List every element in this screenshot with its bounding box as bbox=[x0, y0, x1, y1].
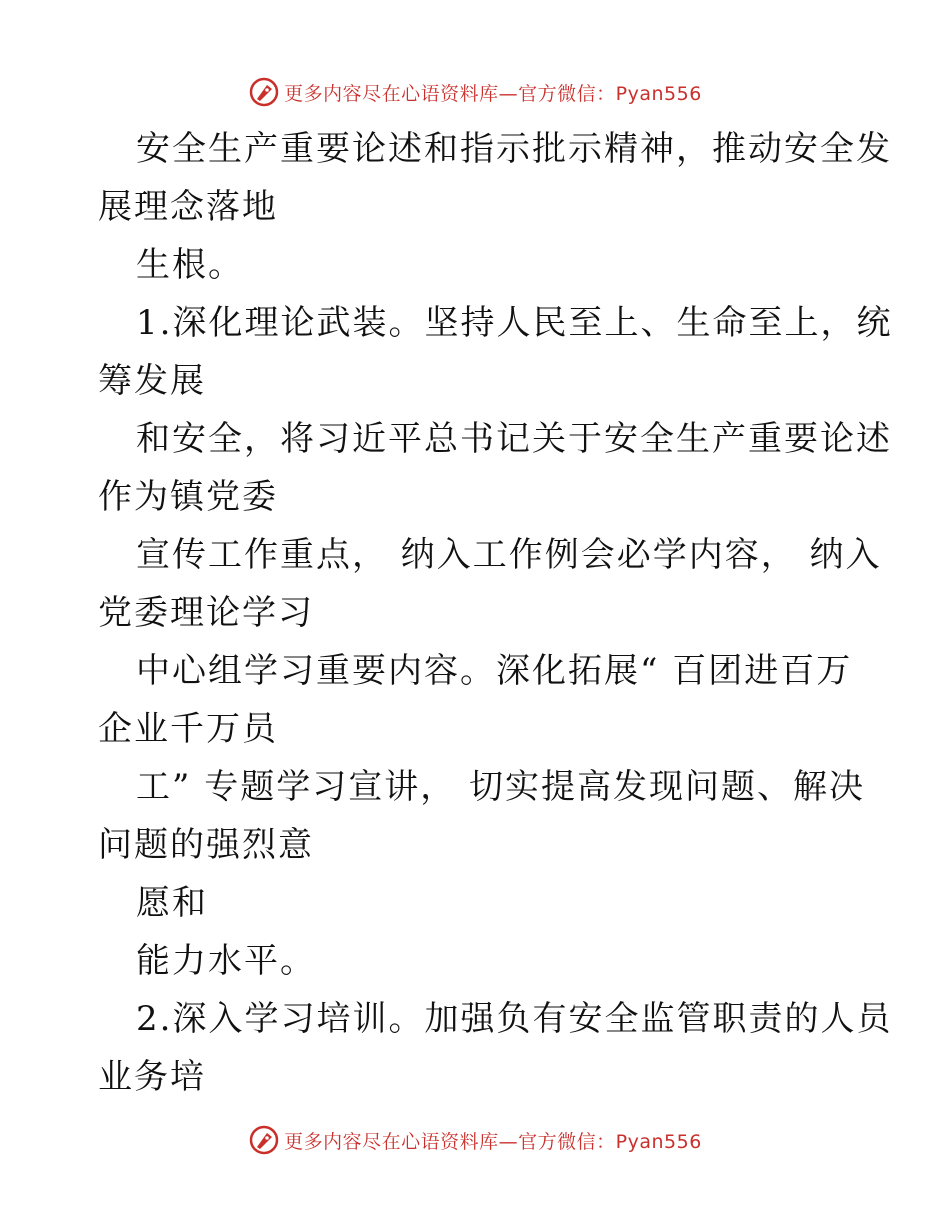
text-line: 筹发展 bbox=[98, 361, 206, 401]
pen-nib-logo-icon bbox=[248, 76, 280, 108]
watermark-wechat-id: Pyan556 bbox=[615, 1130, 702, 1153]
pen-nib-logo-icon bbox=[248, 1124, 280, 1156]
watermark-wechat-id: Pyan556 bbox=[615, 82, 702, 105]
watermark-text: 更多内容尽在心语资料库—官方微信： bbox=[284, 82, 616, 105]
header-watermark bbox=[0, 72, 950, 112]
text-line: 生根。 bbox=[136, 245, 244, 285]
text-line: 企业千万员 bbox=[98, 709, 278, 749]
watermark-text: 更多内容尽在心语资料库—官方微信： bbox=[284, 1130, 616, 1153]
text-line: 展理念落地 bbox=[98, 187, 278, 227]
text-line: 问题的强烈意 bbox=[98, 825, 314, 865]
text-line: 愿和 bbox=[136, 883, 208, 923]
text-line: 安全生产重要论述和指示批示精神，推动安全发 bbox=[136, 129, 892, 169]
text-line: 和安全，将习近平总书记关于安全生产重要论述 bbox=[136, 419, 892, 459]
document-body bbox=[98, 120, 893, 1106]
text-line: 工” 专题学习宣讲， 切实提高发现问题、解决 bbox=[136, 767, 865, 807]
text-line: 中心组学习重要内容。深化拓展“ 百团进百万 bbox=[136, 651, 853, 691]
text-line: 1.深化理论武装。坚持人民至上、生命至上，统 bbox=[136, 303, 893, 343]
text-line: 业务培 bbox=[98, 1057, 206, 1097]
text-line: 能力水平。 bbox=[136, 941, 316, 981]
text-line: 2.深入学习培训。加强负有安全监管职责的人员 bbox=[136, 999, 893, 1039]
text-line: 党委理论学习 bbox=[98, 593, 314, 633]
text-line: 宣传工作重点， 纳入工作例会必学内容， 纳入 bbox=[136, 535, 882, 575]
footer-watermark bbox=[0, 1120, 950, 1160]
text-line: 作为镇党委 bbox=[98, 477, 278, 517]
